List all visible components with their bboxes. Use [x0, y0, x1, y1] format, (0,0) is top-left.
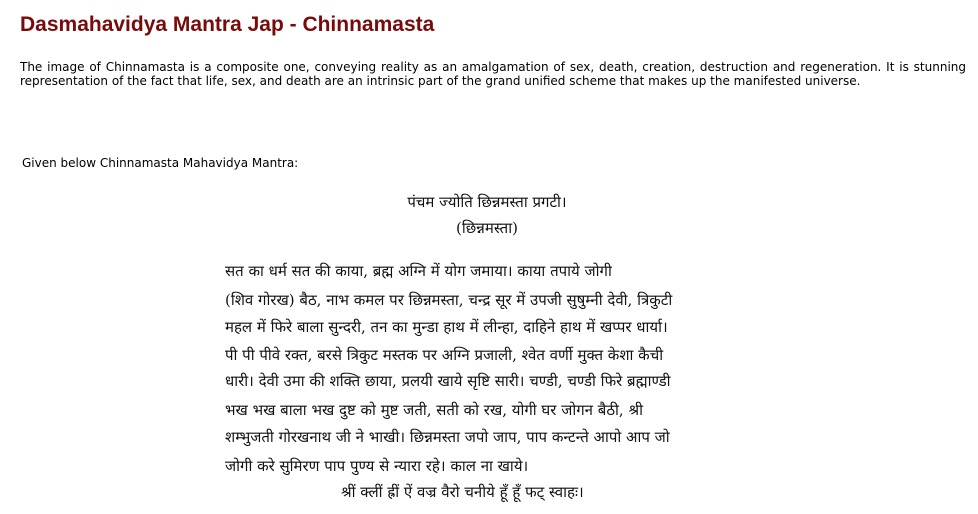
intro-paragraph: The image of Chinnamasta is a composite one, conveying reality as an amalgamation of sex, death, creation, destruction and regeneration. It is stunning representation of the fact that life, sex, and death are an intrinsic part of the grand unified scheme that makes up the manifested universe.: [20, 60, 966, 88]
mantra-line: जोगी करे सुमिरण पाप पुण्य से न्यारा रहे। काल ना खाये।: [225, 457, 529, 475]
mantra-line: महल में फिरे बाला सुन्दरी, तन का मुन्डा हाथ में लीन्हा, दाहिने हाथ में खप्पर धार्या।: [225, 318, 668, 336]
mantra-line: धारी। देवी उमा की शक्ति छाया, प्रलयी खाये सृष्टि सारी। चण्डी, चण्डी फिरे ब्रह्माण्डी: [225, 372, 671, 390]
mantra-line: पी पी पीवे रक्त, बरसे त्रिकुट मस्तक पर अग्नि प्रजाली, श्वेत वर्णी मुक्त केशा कैची: [225, 346, 664, 364]
mantra-line: शम्भुजती गोरखनाथ जी ने भाखी। छिन्नमस्ता जपो जाप, पाप कन्टन्ते आपो आप जो: [225, 428, 670, 446]
mantra-line: सत का धर्म सत की काया, ब्रह्म अग्नि में योग जमाया। काया तपाये जोगी: [225, 262, 612, 280]
mantra-line: भख भख बाला भख दुष्ट को मुष्ट जती, सती को रख, योगी घर जोगन बैठी, श्री: [225, 401, 643, 419]
mantra-line: श्रीं क्लीं ह्रीं ऐं वज्र वैरो चनीये हूँ हूँ फट् स्वाहः।: [341, 483, 584, 501]
mantra-title-line: पंचम ज्योति छिन्नमस्ता प्रगटी।: [407, 193, 567, 211]
mantra-subtitle-line: (छिन्नमस्ता): [456, 219, 518, 237]
page-title: Dasmahavidya Mantra Jap - Chinnamasta: [20, 13, 435, 36]
given-below-label: Given below Chinnamasta Mahavidya Mantra:: [22, 156, 299, 170]
mantra-line: (शिव गोरख) बैठ, नाभ कमल पर छिन्नमस्ता, चन्द्र सूर में उपजी सुषुम्नी देवी, त्रिकुटी: [225, 291, 673, 309]
